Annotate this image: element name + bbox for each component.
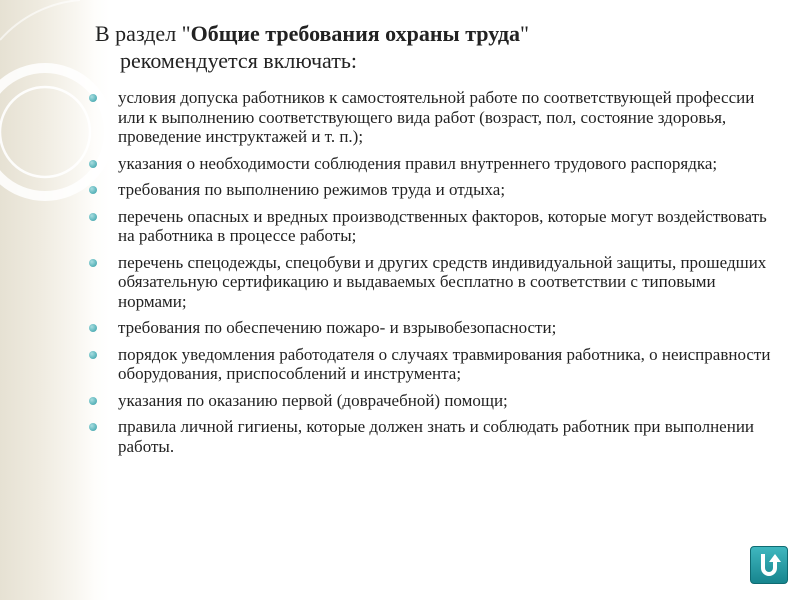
list-item	[88, 253, 778, 312]
bullet-icon	[89, 160, 97, 168]
list-item	[88, 180, 778, 200]
title-suffix: "	[519, 21, 529, 46]
list-item-text: правила личной гигиены, которые должен знать и соблюдать работник при выполнении работы.	[118, 417, 755, 456]
bullet-icon	[89, 397, 97, 405]
bullet-icon	[89, 351, 97, 359]
list-item-text: требования по обеспечению пожаро- и взрывобезопасности;	[118, 318, 557, 337]
bullet-icon	[89, 324, 97, 332]
bullet-list	[88, 88, 778, 463]
title-prefix: В раздел "	[95, 21, 191, 46]
return-u-turn-icon	[755, 551, 783, 579]
list-item	[88, 207, 778, 246]
list-item	[88, 154, 778, 174]
list-item	[88, 318, 778, 338]
list-item-text: перечень опасных и вредных производственных факторов, которые могут воздействовать на работника в процессе работы;	[118, 206, 767, 245]
list-item-text: порядок уведомления работодателя о случаях травмирования работника, о неисправности оборудования, приспособлений и инструмента;	[118, 344, 771, 383]
bullet-icon	[89, 94, 97, 102]
title-line2: рекомендуется включать:	[120, 48, 357, 73]
bullet-icon	[89, 423, 97, 431]
list-item	[88, 417, 778, 456]
list-item-text: требования по выполнению режимов труда и отдыха;	[118, 180, 506, 199]
list-item	[88, 391, 778, 411]
bullet-icon	[89, 213, 97, 221]
bullet-icon	[89, 186, 97, 194]
list-item	[88, 88, 778, 147]
title-bold: Общие требования охраны труда	[190, 21, 520, 46]
return-button[interactable]	[750, 546, 788, 584]
list-item-text: указания о необходимости соблюдения правил внутреннего трудового распорядка;	[118, 153, 718, 173]
list-item-text: условия допуска работников к самостоятельной работе по соответствующей профессии или к выполнению соответствующего вида работ (возраст, пол, состояние здоровья, проведение инструктажей и т. п.);	[118, 88, 755, 146]
bullet-icon	[89, 259, 97, 267]
list-item	[88, 345, 778, 384]
slide-title	[95, 20, 775, 74]
list-item-text: перечень спецодежды, спецобуви и других средств индивидуальной защиты, прошедших обязательную сертификацию и выдаваемых бесплатно в соответствии с типовыми нормами;	[118, 252, 767, 311]
list-item-text: указания по оказанию первой (доврачебной) помощи;	[118, 390, 508, 410]
